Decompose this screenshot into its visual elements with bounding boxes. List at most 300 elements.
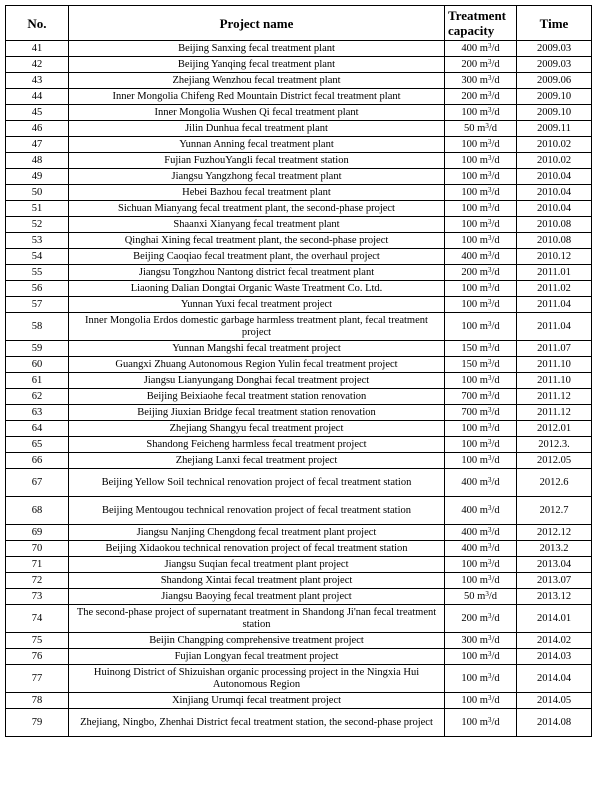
capacity-unit-exponent: 3 [487, 715, 492, 724]
capacity-per-day: /d [491, 138, 500, 150]
table-row [6, 313, 592, 341]
capacity-per-day: /d [491, 422, 500, 434]
table-row [6, 265, 592, 281]
cell-project-name: Xinjiang Urumqi fecal treatment project [69, 693, 445, 709]
table-row [6, 249, 592, 265]
capacity-unit: m [479, 106, 488, 118]
capacity-value: 200 [461, 58, 478, 70]
capacity-value: 100 [461, 282, 478, 294]
capacity-unit-exponent: 3 [487, 249, 492, 258]
cell-project-name: Yunnan Anning fecal treatment plant [69, 137, 445, 153]
cell-capacity [445, 573, 517, 589]
cell-time: 2014.01 [517, 605, 592, 633]
capacity-unit: m [479, 266, 488, 278]
cell-time: 2009.10 [517, 89, 592, 105]
capacity-per-day: /d [491, 574, 500, 586]
cell-time: 2011.02 [517, 281, 592, 297]
capacity-per-day: /d [488, 122, 497, 134]
capacity-value: 100 [461, 298, 478, 310]
cell-project-name: Beijing Mentougou technical renovation project of fecal treatment station [69, 497, 445, 525]
cell-capacity [445, 57, 517, 73]
cell-capacity [445, 373, 517, 389]
capacity-value: 400 [461, 542, 478, 554]
capacity-value: 50 [464, 122, 475, 134]
capacity-value: 100 [461, 234, 478, 246]
capacity-per-day: /d [491, 634, 500, 646]
cell-capacity [445, 693, 517, 709]
capacity-value: 100 [461, 218, 478, 230]
capacity-unit: m [479, 358, 488, 370]
capacity-unit: m [479, 504, 488, 516]
cell-capacity [445, 281, 517, 297]
capacity-per-day: /d [491, 58, 500, 70]
cell-time: 2010.08 [517, 233, 592, 249]
table-row [6, 217, 592, 233]
capacity-value: 150 [461, 358, 478, 370]
cell-project-name: Beijing Sanxing fecal treatment plant [69, 41, 445, 57]
capacity-per-day: /d [491, 282, 500, 294]
table-row [6, 421, 592, 437]
table-row [6, 541, 592, 557]
cell-capacity [445, 89, 517, 105]
capacity-unit: m [479, 574, 488, 586]
cell-time: 2011.10 [517, 357, 592, 373]
capacity-unit-exponent: 3 [487, 421, 492, 430]
capacity-unit-exponent: 3 [487, 373, 492, 382]
cell-no: 65 [6, 437, 69, 453]
table-row [6, 557, 592, 573]
capacity-value: 700 [461, 406, 478, 418]
cell-no: 59 [6, 341, 69, 357]
cell-no: 66 [6, 453, 69, 469]
table-row [6, 169, 592, 185]
cell-project-name: The second-phase project of supernatant treatment in Shandong Ji'nan fecal treatment station [69, 605, 445, 633]
table-row [6, 605, 592, 633]
header-time: Time [517, 6, 592, 41]
cell-capacity [445, 437, 517, 453]
cell-no: 51 [6, 201, 69, 217]
capacity-per-day: /d [491, 672, 500, 684]
capacity-unit: m [479, 186, 488, 198]
cell-no: 52 [6, 217, 69, 233]
capacity-unit: m [479, 612, 488, 624]
capacity-unit-exponent: 3 [487, 357, 492, 366]
table-row [6, 341, 592, 357]
capacity-unit-exponent: 3 [487, 557, 492, 566]
cell-capacity [445, 649, 517, 665]
cell-time: 2009.03 [517, 57, 592, 73]
capacity-per-day: /d [491, 504, 500, 516]
cell-no: 69 [6, 525, 69, 541]
cell-no: 45 [6, 105, 69, 121]
capacity-unit-exponent: 3 [487, 475, 492, 484]
capacity-unit-exponent: 3 [487, 525, 492, 534]
cell-project-name: Inner Mongolia Wushen Qi fecal treatment plant [69, 105, 445, 121]
capacity-value: 100 [461, 454, 478, 466]
capacity-per-day: /d [491, 558, 500, 570]
capacity-unit-exponent: 3 [487, 611, 492, 620]
cell-no: 76 [6, 649, 69, 665]
capacity-per-day: /d [491, 266, 500, 278]
cell-no: 47 [6, 137, 69, 153]
table-row [6, 589, 592, 605]
cell-capacity [445, 105, 517, 121]
cell-capacity [445, 525, 517, 541]
capacity-unit-exponent: 3 [487, 41, 492, 50]
table-row [6, 357, 592, 373]
capacity-unit: m [479, 526, 488, 538]
cell-project-name: Beijing Jiuxian Bridge fecal treatment station renovation [69, 405, 445, 421]
header-row [6, 6, 592, 41]
capacity-unit: m [479, 438, 488, 450]
capacity-per-day: /d [491, 612, 500, 624]
cell-no: 53 [6, 233, 69, 249]
cell-project-name: Beijing Caoqiao fecal treatment plant, the overhaul project [69, 249, 445, 265]
capacity-value: 300 [461, 74, 478, 86]
table-row [6, 573, 592, 589]
table-row [6, 373, 592, 389]
table-row [6, 693, 592, 709]
capacity-unit: m [479, 250, 488, 262]
cell-project-name: Inner Mongolia Chifeng Red Mountain District fecal treatment plant [69, 89, 445, 105]
table-row [6, 709, 592, 737]
capacity-unit: m [479, 672, 488, 684]
capacity-unit: m [479, 476, 488, 488]
capacity-unit: m [479, 202, 488, 214]
capacity-value: 200 [461, 612, 478, 624]
capacity-value: 400 [461, 476, 478, 488]
capacity-unit-exponent: 3 [487, 281, 492, 290]
cell-capacity [445, 589, 517, 605]
table-row [6, 437, 592, 453]
cell-no: 77 [6, 665, 69, 693]
cell-time: 2009.06 [517, 73, 592, 89]
capacity-unit-exponent: 3 [487, 265, 492, 274]
capacity-per-day: /d [491, 390, 500, 402]
capacity-unit: m [479, 138, 488, 150]
cell-project-name: Inner Mongolia Erdos domestic garbage harmless treatment plant, fecal treatment project [69, 313, 445, 341]
cell-project-name: Zhejiang Wenzhou fecal treatment plant [69, 73, 445, 89]
cell-project-name: Jiangsu Yangzhong fecal treatment plant [69, 169, 445, 185]
cell-project-name: Jiangsu Lianyungang Donghai fecal treatment project [69, 373, 445, 389]
cell-time: 2010.04 [517, 201, 592, 217]
capacity-unit-exponent: 3 [487, 217, 492, 226]
capacity-unit-exponent: 3 [487, 89, 492, 98]
cell-no: 75 [6, 633, 69, 649]
capacity-unit-exponent: 3 [487, 105, 492, 114]
cell-project-name: Hebei Bazhou fecal treatment plant [69, 185, 445, 201]
cell-time: 2010.12 [517, 249, 592, 265]
cell-no: 78 [6, 693, 69, 709]
table-row [6, 105, 592, 121]
cell-project-name: Guangxi Zhuang Autonomous Region Yulin fecal treatment project [69, 357, 445, 373]
table-row [6, 665, 592, 693]
cell-project-name: Huinong District of Shizuishan organic processing project in the Ningxia Hui Autonomous Region [69, 665, 445, 693]
capacity-unit-exponent: 3 [487, 503, 492, 512]
table-row [6, 497, 592, 525]
cell-project-name: Beijin Changping comprehensive treatment project [69, 633, 445, 649]
cell-capacity [445, 469, 517, 497]
capacity-unit-exponent: 3 [487, 297, 492, 306]
capacity-unit: m [479, 58, 488, 70]
cell-project-name: Jiangsu Tongzhou Nantong district fecal treatment plant [69, 265, 445, 281]
cell-time: 2013.04 [517, 557, 592, 573]
cell-time: 2010.08 [517, 217, 592, 233]
cell-time: 2014.03 [517, 649, 592, 665]
table-row [6, 525, 592, 541]
capacity-value: 400 [461, 42, 478, 54]
capacity-unit: m [479, 42, 488, 54]
cell-capacity [445, 341, 517, 357]
cell-time: 2012.6 [517, 469, 592, 497]
cell-no: 74 [6, 605, 69, 633]
capacity-unit-exponent: 3 [487, 453, 492, 462]
cell-time: 2011.01 [517, 265, 592, 281]
capacity-value: 100 [461, 186, 478, 198]
capacity-per-day: /d [491, 106, 500, 118]
cell-time: 2010.04 [517, 169, 592, 185]
cell-no: 55 [6, 265, 69, 281]
cell-project-name: Fujian FuzhouYangli fecal treatment station [69, 153, 445, 169]
capacity-value: 200 [461, 90, 478, 102]
cell-time: 2010.04 [517, 185, 592, 201]
capacity-per-day: /d [491, 320, 500, 332]
cell-no: 57 [6, 297, 69, 313]
capacity-value: 100 [461, 650, 478, 662]
capacity-value: 50 [464, 590, 475, 602]
cell-time: 2012.01 [517, 421, 592, 437]
capacity-value: 300 [461, 634, 478, 646]
capacity-unit: m [479, 634, 488, 646]
table-row [6, 469, 592, 497]
cell-capacity [445, 453, 517, 469]
cell-capacity [445, 249, 517, 265]
capacity-per-day: /d [491, 454, 500, 466]
cell-time: 2010.02 [517, 137, 592, 153]
table-row [6, 73, 592, 89]
capacity-unit: m [479, 74, 488, 86]
cell-capacity [445, 389, 517, 405]
capacity-per-day: /d [491, 186, 500, 198]
capacity-unit-exponent: 3 [487, 649, 492, 658]
cell-no: 46 [6, 121, 69, 137]
cell-time: 2011.10 [517, 373, 592, 389]
capacity-per-day: /d [491, 74, 500, 86]
capacity-unit-exponent: 3 [487, 137, 492, 146]
cell-project-name: Yunnan Yuxi fecal treatment project [69, 297, 445, 313]
capacity-unit: m [479, 694, 488, 706]
cell-no: 64 [6, 421, 69, 437]
cell-no: 49 [6, 169, 69, 185]
cell-time: 2014.05 [517, 693, 592, 709]
cell-capacity [445, 73, 517, 89]
cell-no: 42 [6, 57, 69, 73]
capacity-unit: m [479, 170, 488, 182]
capacity-value: 400 [461, 526, 478, 538]
cell-time: 2011.12 [517, 389, 592, 405]
cell-project-name: Shaanxi Xianyang fecal treatment plant [69, 217, 445, 233]
cell-capacity [445, 357, 517, 373]
capacity-value: 150 [461, 342, 478, 354]
table-row [6, 405, 592, 421]
table-row [6, 137, 592, 153]
cell-project-name: Beijing Xidaokou technical renovation project of fecal treatment station [69, 541, 445, 557]
cell-time: 2011.07 [517, 341, 592, 357]
table-row [6, 649, 592, 665]
cell-capacity [445, 217, 517, 233]
cell-capacity [445, 541, 517, 557]
cell-capacity [445, 265, 517, 281]
capacity-per-day: /d [491, 374, 500, 386]
capacity-value: 100 [461, 374, 478, 386]
capacity-value: 700 [461, 390, 478, 402]
cell-capacity [445, 153, 517, 169]
cell-capacity [445, 633, 517, 649]
cell-project-name: Qinghai Xining fecal treatment plant, the second-phase project [69, 233, 445, 249]
table-row [6, 201, 592, 217]
capacity-value: 400 [461, 504, 478, 516]
capacity-unit-exponent: 3 [487, 541, 492, 550]
cell-no: 70 [6, 541, 69, 557]
cell-project-name: Yunnan Mangshi fecal treatment project [69, 341, 445, 357]
cell-no: 71 [6, 557, 69, 573]
capacity-unit-exponent: 3 [487, 233, 492, 242]
capacity-unit: m [479, 406, 488, 418]
table-row [6, 281, 592, 297]
cell-capacity [445, 497, 517, 525]
cell-capacity [445, 137, 517, 153]
capacity-per-day: /d [491, 250, 500, 262]
header-treatment-capacity: Treatment capacity [445, 6, 517, 41]
capacity-value: 100 [461, 438, 478, 450]
cell-no: 72 [6, 573, 69, 589]
cell-capacity [445, 297, 517, 313]
cell-time: 2013.07 [517, 573, 592, 589]
cell-no: 67 [6, 469, 69, 497]
cell-time: 2009.10 [517, 105, 592, 121]
capacity-unit-exponent: 3 [487, 341, 492, 350]
cell-no: 54 [6, 249, 69, 265]
project-table [5, 5, 592, 737]
capacity-unit: m [479, 454, 488, 466]
cell-project-name: Beijing Beixiaohe fecal treatment station renovation [69, 389, 445, 405]
cell-time: 2009.11 [517, 121, 592, 137]
cell-capacity [445, 313, 517, 341]
capacity-per-day: /d [491, 342, 500, 354]
cell-capacity [445, 421, 517, 437]
table-row [6, 297, 592, 313]
capacity-per-day: /d [491, 234, 500, 246]
cell-time: 2009.03 [517, 41, 592, 57]
table-row [6, 233, 592, 249]
capacity-per-day: /d [491, 406, 500, 418]
table-body [6, 41, 592, 737]
capacity-per-day: /d [491, 170, 500, 182]
capacity-value: 100 [461, 574, 478, 586]
cell-project-name: Jiangsu Nanjing Chengdong fecal treatment plant project [69, 525, 445, 541]
cell-no: 73 [6, 589, 69, 605]
capacity-unit-exponent: 3 [487, 437, 492, 446]
cell-no: 50 [6, 185, 69, 201]
capacity-per-day: /d [488, 590, 497, 602]
cell-no: 43 [6, 73, 69, 89]
capacity-per-day: /d [491, 694, 500, 706]
cell-capacity [445, 41, 517, 57]
cell-project-name: Zhejiang, Ningbo, Zhenhai District fecal treatment station, the second-phase project [69, 709, 445, 737]
table-row [6, 633, 592, 649]
cell-time: 2010.02 [517, 153, 592, 169]
capacity-per-day: /d [491, 542, 500, 554]
cell-project-name: Zhejiang Lanxi fecal treatment project [69, 453, 445, 469]
table-row [6, 185, 592, 201]
capacity-value: 400 [461, 250, 478, 262]
capacity-value: 100 [461, 106, 478, 118]
capacity-value: 200 [461, 266, 478, 278]
cell-capacity [445, 709, 517, 737]
cell-capacity [445, 605, 517, 633]
cell-capacity [445, 201, 517, 217]
capacity-unit: m [479, 650, 488, 662]
capacity-value: 100 [461, 170, 478, 182]
table-row [6, 121, 592, 137]
capacity-per-day: /d [491, 476, 500, 488]
cell-capacity [445, 121, 517, 137]
cell-time: 2012.12 [517, 525, 592, 541]
capacity-per-day: /d [491, 358, 500, 370]
capacity-value: 100 [461, 422, 478, 434]
capacity-unit: m [477, 122, 486, 134]
capacity-per-day: /d [491, 298, 500, 310]
table-row [6, 41, 592, 57]
capacity-unit-exponent: 3 [487, 153, 492, 162]
cell-capacity [445, 185, 517, 201]
capacity-value: 100 [461, 138, 478, 150]
cell-time: 2013.2 [517, 541, 592, 557]
header-project-name: Project name [69, 6, 445, 41]
cell-no: 44 [6, 89, 69, 105]
cell-capacity [445, 665, 517, 693]
cell-project-name: Jilin Dunhua fecal treatment plant [69, 121, 445, 137]
capacity-unit-exponent: 3 [487, 671, 492, 680]
capacity-per-day: /d [491, 716, 500, 728]
capacity-unit-exponent: 3 [487, 573, 492, 582]
cell-no: 61 [6, 373, 69, 389]
cell-capacity [445, 169, 517, 185]
cell-time: 2011.04 [517, 297, 592, 313]
cell-project-name: Fujian Longyan fecal treatment project [69, 649, 445, 665]
cell-capacity [445, 233, 517, 249]
capacity-value: 100 [461, 320, 478, 332]
cell-no: 63 [6, 405, 69, 421]
capacity-unit-exponent: 3 [487, 57, 492, 66]
capacity-unit: m [479, 422, 488, 434]
table-row [6, 453, 592, 469]
cell-time: 2012.7 [517, 497, 592, 525]
cell-time: 2012.05 [517, 453, 592, 469]
table-row [6, 89, 592, 105]
cell-no: 62 [6, 389, 69, 405]
capacity-value: 100 [461, 202, 478, 214]
cell-time: 2012.3. [517, 437, 592, 453]
capacity-unit: m [479, 298, 488, 310]
cell-no: 58 [6, 313, 69, 341]
capacity-value: 100 [461, 558, 478, 570]
table-row [6, 57, 592, 73]
capacity-unit: m [479, 320, 488, 332]
cell-capacity [445, 405, 517, 421]
table-row [6, 389, 592, 405]
cell-project-name: Liaoning Dalian Dongtai Organic Waste Treatment Co. Ltd. [69, 281, 445, 297]
